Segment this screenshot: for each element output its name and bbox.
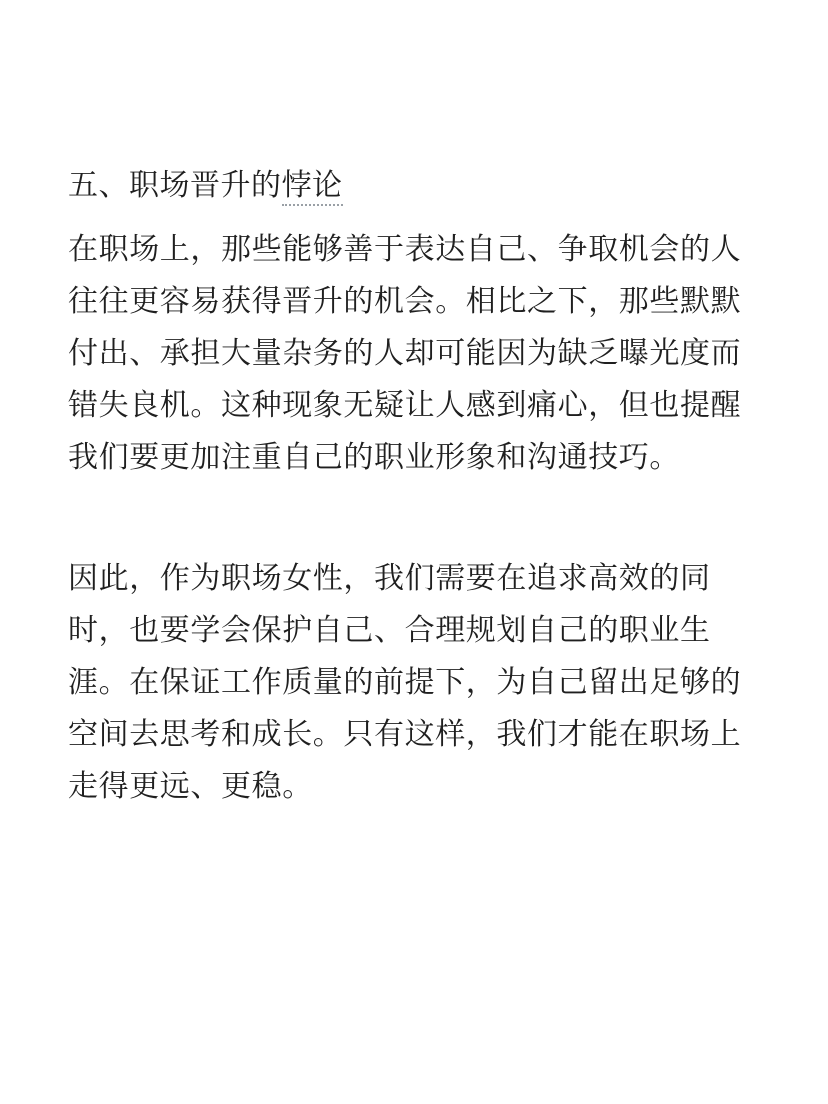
paragraph-line: 往往更容易获得晋升的机会。相比之下，那些默默 — [68, 284, 742, 319]
paragraph-line: 我们要更加注重自己的职业形象和沟通技巧。 — [68, 440, 680, 475]
section-heading-text: 五、职场晋升的 — [68, 168, 282, 203]
paragraph-line: 付出、承担大量杂务的人却可能因为缺乏曝光度而 — [68, 336, 742, 371]
paragraph-line: 走得更远、更稳。 — [68, 769, 313, 804]
paragraph-line: 时，也要学会保护自己、合理规划自己的职业生 — [68, 613, 711, 648]
paragraph-1 — [68, 224, 768, 484]
paragraph-line: 空间去思考和成长。只有这样，我们才能在职场上 — [68, 717, 742, 752]
section-heading-keyword[interactable]: 悖论 — [282, 168, 343, 206]
paragraph-2 — [68, 553, 768, 813]
paragraph-line: 在职场上，那些能够善于表达自己、争取机会的人 — [68, 232, 742, 267]
paragraph-line: 因此，作为职场女性，我们需要在追求高效的同 — [68, 561, 711, 596]
section-heading — [68, 162, 343, 210]
paragraph-line: 涯。在保证工作质量的前提下，为自己留出足够的 — [68, 665, 742, 700]
paragraph-line: 错失良机。这种现象无疑让人感到痛心，但也提醒 — [68, 388, 742, 423]
